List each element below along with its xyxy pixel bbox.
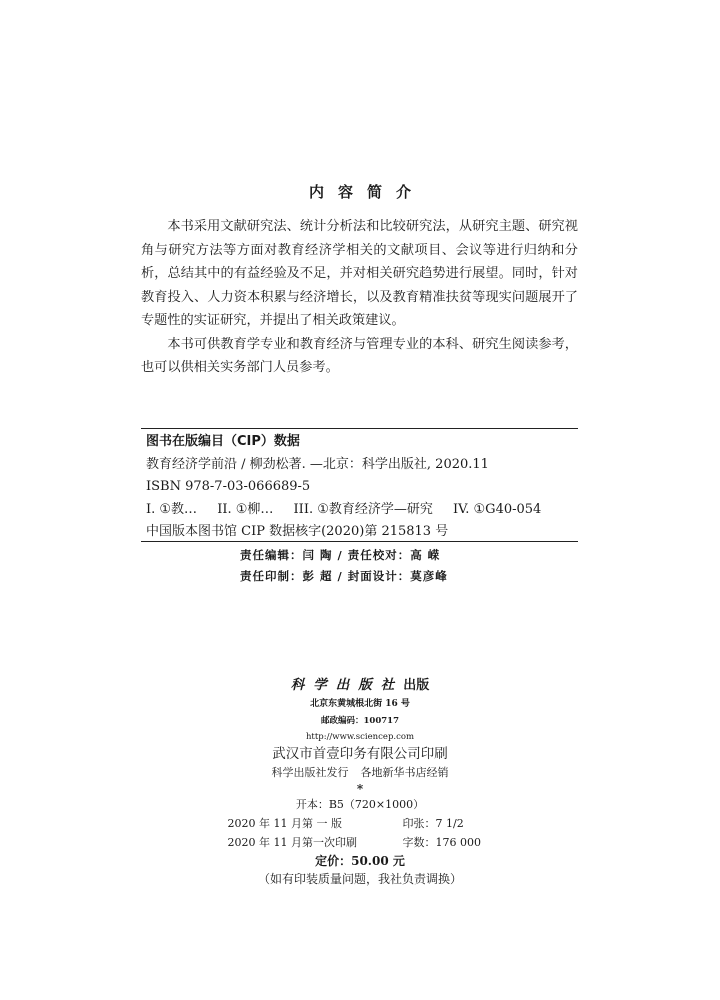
printing: 2020 年 11 月第一次印刷 [227,836,357,849]
book-format: 开本：B5（720×1000） [295,798,425,811]
summary-title: 内容简介 [308,183,425,201]
printing-line [0,833,720,852]
price: 定价：50.00 元 [315,854,405,868]
cip-bottom-rule [141,541,578,542]
cip-classification: III. ①教育经济学—研究 [293,501,433,517]
cip-top-rule [141,428,578,429]
publisher-line [0,675,720,696]
printer: 武汉市首壹印务有限公司印刷 [272,746,448,762]
cip-data-number: 中国版本图书馆 CIP 数据核字(2020)第 215813 号 [146,524,449,539]
cip-record: 教育经济学前沿 / 柳劲松著. —北京：科学出版社, 2020.11 [146,456,489,472]
credits-editor-line: 责任编辑：闫 陶 / 责任校对：高 嵘 [240,548,441,562]
publisher-postcode: 邮政编码：100717 [321,716,399,726]
cip-classification: I. ①教… [146,501,198,517]
publisher-suffix: 出版 [403,678,430,693]
distributor: 科学出版社发行 [271,766,349,779]
summary-paragraph-2: 本书可供教育学专业和教育经济与管理专业的本科、研究生阅读参考，也可以供相关实务部门人员参考。 [141,336,578,375]
summary-body [141,215,578,380]
cip-classification: IV. ①G40-054 [453,501,542,517]
edition: 2020 年 11 月第 一 版 [227,817,342,830]
distribution-line [0,763,720,782]
retailer: 各地新华书店经销 [360,766,449,779]
summary-paragraph-1: 本书采用文献研究法、统计分析法和比较研究法，从研究主题、研究视角与研究方法等方面对教育经济学相关的文献项目、会议等进行归纳和分析，总结其中的有益经验及不足，并对相关研究趋势进行展望。同时，针对教育投入、人力资本积累与经济增长，以及教育精准扶贫等现实问题展开了专题性的实证研究，并提出了相关政策建议。 [141,219,578,328]
cip-classification-row [146,499,576,522]
cip-classification: II. ①柳… [217,501,274,517]
cip-block [146,431,576,544]
credits-production-line: 责任印制：彭 超 / 封面设计：莫彦峰 [240,569,448,583]
edition-line [0,814,720,833]
word-count: 字数：176 000 [402,836,481,849]
quality-notice: （如有印装质量问题，我社负责调换） [257,872,462,886]
separator-asterisk: * [356,782,364,796]
colophon [0,675,720,888]
cip-isbn: ISBN 978-7-03-066689-5 [146,479,311,494]
publisher-logo: 科学出版社 [290,677,404,693]
printed-sheets: 印张：7 1/2 [402,817,464,830]
cip-heading: 图书在版编目（CIP）数据 [146,434,300,449]
publisher-address: 北京东黄城根北街 16 号 [310,699,410,709]
credits [240,545,580,587]
publisher-website: http://www.sciencep.com [305,732,415,742]
